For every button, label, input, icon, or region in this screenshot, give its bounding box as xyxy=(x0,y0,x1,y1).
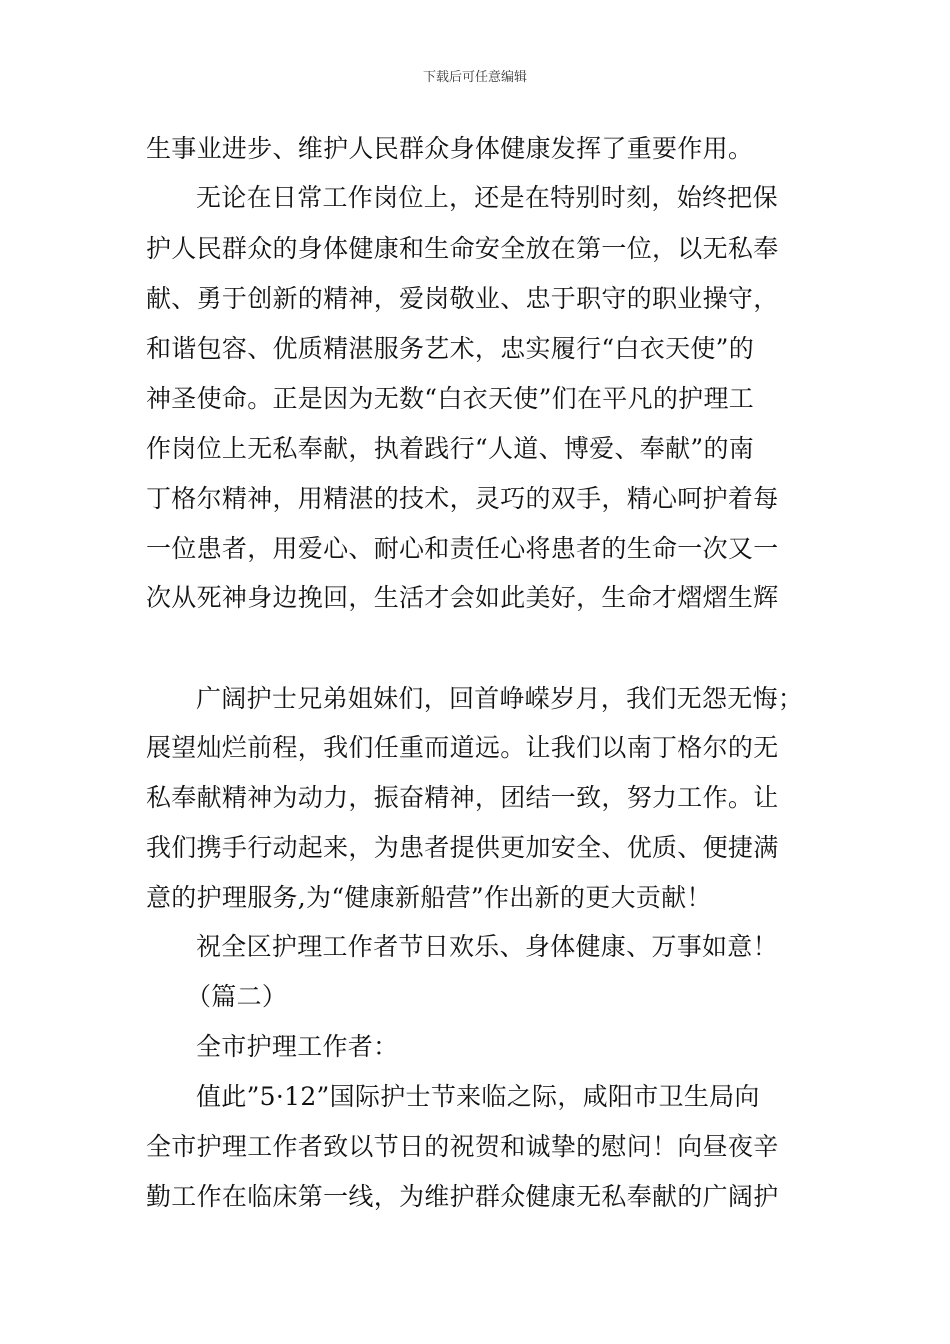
text-line: 生事业进步、维护人民群众身体健康发挥了重要作用。 xyxy=(146,134,754,163)
salutation: 全市护理工作者： xyxy=(196,1032,399,1061)
text-line: 展望灿烂前程，我们任重而道远。让我们以南丁格尔的无 xyxy=(146,733,779,762)
text-line: 私奉献精神为动力，振奋精神，团结一致，努力工作。让 xyxy=(146,783,779,812)
text-line: 勤工作在临床第一线，为维护群众健康无私奉献的广阔护 xyxy=(146,1182,779,1211)
text-line: 意的护理服务,为“健康新船营”作出新的更大贡献！ xyxy=(146,883,712,912)
text-line: 和谐包容、优质精湛服务艺术，忠实履行“白衣天使”的 xyxy=(146,334,755,363)
text-line: 作岗位上无私奉献，执着践行“人道、博爱、奉献”的南 xyxy=(146,434,755,463)
text-line: 护人民群众的身体健康和生命安全放在第一位，以无私奉 xyxy=(146,234,779,263)
text-line: 全市护理工作者致以节日的祝贺和诚挚的慰问！向昼夜辛 xyxy=(146,1132,779,1161)
text-line: 神圣使命。正是因为无数“白衣天使”们在平凡的护理工 xyxy=(146,384,755,413)
text-line: 广阔护士兄弟姐妹们，回首峥嵘岁月，我们无怨无悔； xyxy=(196,684,804,713)
text-line: 次从死神身边挽回，生活才会如此美好，生命才熠熠生辉 xyxy=(146,583,779,612)
text-line: 丁格尔精神，用精湛的技术，灵巧的双手，精心呵护着每 xyxy=(146,484,779,513)
text-line: 献、勇于创新的精神，爱岗敬业、忠于职守的职业操守， xyxy=(146,284,779,313)
text-line: 无论在日常工作岗位上，还是在特别时刻，始终把保 xyxy=(196,183,778,212)
text-line: 我们携手行动起来，为患者提供更加安全、优质、便捷满 xyxy=(146,833,779,862)
text-line: 一位患者，用爱心、耐心和责任心将患者的生命一次又一 xyxy=(146,534,779,563)
page-header: 下载后可任意编辑 xyxy=(422,70,527,85)
text-line: 祝全区护理工作者节日欢乐、身体健康、万事如意！ xyxy=(196,932,778,961)
section-heading: （篇二） xyxy=(186,982,288,1011)
text-line: 值此”5·12”国际护士节来临之际，咸阳市卫生局向 xyxy=(196,1082,760,1111)
